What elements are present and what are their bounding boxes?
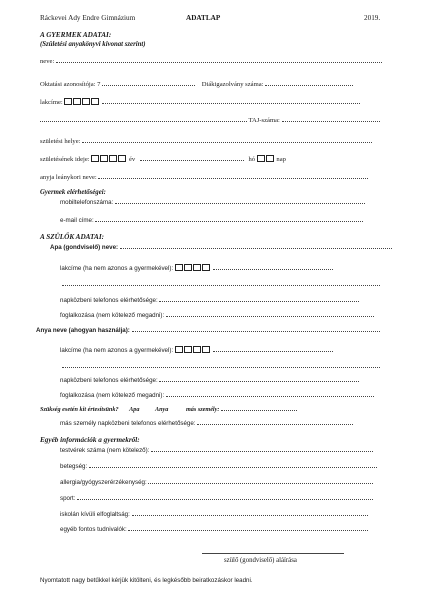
postcode-box[interactable] — [64, 98, 72, 105]
birth-year-box[interactable] — [118, 155, 126, 162]
birth-year-box[interactable] — [100, 155, 108, 162]
emergency-row — [40, 405, 297, 414]
parents-section-title: A SZÜLŐK ADATAI: — [40, 233, 105, 241]
mother-maiden-label: anyja leánykori neve: — [40, 174, 97, 181]
emergency-phone-label: más személy napközbeni telefonos elérhetősége: — [60, 420, 196, 427]
birth-year-box[interactable] — [109, 155, 117, 162]
mother-job-label: foglalkozása (nem kötelező megadni): — [60, 392, 165, 399]
emergency-option-father[interactable]: Apa — [129, 406, 140, 413]
illness-label: betegség: — [60, 463, 88, 470]
form-year: 2019. — [364, 14, 381, 22]
mother-address-row-2 — [62, 362, 380, 371]
mother-job-row — [60, 391, 374, 400]
mother-job-field[interactable] — [166, 394, 374, 397]
allergy-field[interactable] — [148, 481, 373, 484]
postcode-box[interactable] — [193, 264, 201, 271]
email-row — [60, 216, 363, 225]
postcode-box[interactable] — [202, 346, 210, 353]
father-name-field[interactable] — [120, 246, 392, 249]
mother-address-row — [60, 346, 333, 355]
postcode-box[interactable] — [91, 98, 99, 105]
child-address-field[interactable] — [102, 101, 360, 104]
father-name-label: Apa (gondviselő) neve: — [50, 244, 119, 251]
father-phone-label: napközbeni telefonos elérhetősége: — [60, 297, 158, 304]
emergency-question: Szükség esetén kit értesítsünk? — [40, 406, 119, 413]
mother-phone-label: napközbeni telefonos elérhetősége: — [60, 377, 158, 384]
father-name-row — [50, 243, 392, 252]
postcode-box[interactable] — [184, 264, 192, 271]
birthdate-label: születésének ideje: — [40, 156, 90, 163]
mother-phone-row — [60, 376, 359, 385]
contact-section-title: Gyermek elérhetőségei: — [40, 189, 106, 196]
emergency-phone-row — [60, 419, 353, 428]
mother-phone-field[interactable] — [159, 379, 359, 382]
emergency-option-other[interactable]: más személy: — [185, 406, 220, 413]
allergy-label: allergia/gyógyszerérzékenység: — [60, 479, 147, 486]
birth-month-field[interactable] — [140, 158, 244, 161]
illness-field[interactable] — [89, 465, 377, 468]
taj-label: TAJ-száma: — [248, 117, 280, 124]
sport-label: sport: — [60, 495, 76, 502]
child-ids-row — [40, 80, 353, 89]
taj-field[interactable] — [282, 119, 380, 122]
child-taj-row — [40, 116, 380, 125]
postcode-box[interactable] — [175, 346, 183, 353]
sport-row — [60, 494, 373, 503]
mobile-row — [60, 198, 365, 207]
birth-year-box[interactable] — [91, 155, 99, 162]
month-unit: hó — [248, 156, 256, 163]
sport-field[interactable] — [77, 497, 373, 500]
birthplace-row — [40, 137, 372, 146]
activities-field[interactable] — [132, 513, 368, 516]
form-title: ADATLAP — [186, 14, 221, 22]
mobile-label: mobiltelefonszáma: — [60, 199, 114, 206]
siblings-field[interactable] — [151, 449, 373, 452]
important-row — [60, 525, 368, 534]
postcode-box[interactable] — [193, 346, 201, 353]
mobile-field[interactable] — [115, 201, 365, 204]
emergency-option-mother[interactable]: Anya — [154, 406, 169, 413]
child-address-field-2[interactable] — [40, 119, 247, 122]
postcode-box[interactable] — [184, 346, 192, 353]
emergency-phone-field[interactable] — [197, 422, 353, 425]
other-info-section-title: Egyéb információk a gyermekről: — [40, 436, 140, 444]
postcode-box[interactable] — [202, 264, 210, 271]
year-unit: év — [128, 156, 136, 163]
father-phone-field[interactable] — [159, 299, 359, 302]
signature-label: szülő (gondviselő) aláírása — [224, 557, 297, 564]
father-address-row — [60, 264, 333, 273]
birthdate-row — [40, 155, 286, 164]
father-job-label: foglalkozása (nem kötelező megadni): — [60, 312, 165, 319]
child-name-label: neve: — [40, 58, 55, 65]
father-job-field[interactable] — [166, 314, 374, 317]
father-address-field[interactable] — [213, 267, 333, 270]
allergy-row — [60, 478, 373, 487]
footer-note: Nyomtatott nagy betűkkel kérjük kitölteni, és legkésőbb beiratkozáskor leadni. — [40, 577, 253, 584]
child-section-title: A GYERMEK ADATAI: — [40, 31, 112, 39]
signature-line[interactable] — [202, 553, 344, 554]
child-name-field[interactable] — [56, 60, 382, 63]
postcode-box[interactable] — [73, 98, 81, 105]
birthplace-field[interactable] — [82, 140, 372, 143]
activities-label: iskolán kívüli elfoglaltság: — [60, 511, 130, 518]
birth-day-box[interactable] — [257, 155, 265, 162]
mother-address-field[interactable] — [213, 349, 333, 352]
emergency-other-field[interactable] — [221, 408, 297, 411]
day-unit: nap — [276, 156, 286, 163]
activities-row — [60, 510, 368, 519]
mother-maiden-row — [40, 173, 368, 182]
student-card-label: Diákigazolvány száma: — [201, 81, 264, 88]
email-field[interactable] — [95, 219, 363, 222]
important-field[interactable] — [128, 528, 368, 531]
illness-row — [60, 462, 377, 471]
edu-id-label: Oktatási azonosítója: 7 — [40, 81, 101, 88]
mother-name-row — [36, 326, 380, 335]
child-address-row — [40, 98, 360, 107]
mother-address-label: lakcíme (ha nem azonos a gyermekével): — [60, 347, 174, 354]
father-address-field-2[interactable] — [62, 283, 380, 286]
father-address-row-2 — [62, 280, 380, 289]
siblings-row — [60, 446, 373, 455]
postcode-box[interactable] — [175, 264, 183, 271]
birthplace-label: születési helye: — [40, 138, 81, 145]
postcode-box[interactable] — [82, 98, 90, 105]
birth-day-box[interactable] — [266, 155, 274, 162]
siblings-label: testvérek száma (nem kötelező): — [60, 447, 150, 454]
child-name-row — [40, 57, 382, 66]
student-card-field[interactable] — [265, 83, 353, 86]
edu-id-field[interactable] — [102, 83, 195, 86]
father-address-label: lakcíme (ha nem azonos a gyermekével): — [60, 265, 174, 272]
mother-address-field-2[interactable] — [62, 365, 380, 368]
mother-name-field[interactable] — [132, 329, 380, 332]
child-section-subtitle: (Születési anyakönyvi kivonat szerint) — [40, 41, 146, 48]
father-job-row — [60, 311, 374, 320]
father-phone-row — [60, 296, 359, 305]
school-name: Ráckevei Ady Endre Gimnázium — [40, 14, 136, 22]
email-label: e-mail címe: — [60, 217, 94, 224]
mother-maiden-field[interactable] — [98, 176, 368, 179]
child-address-label: lakcíme: — [40, 99, 63, 106]
important-label: egyéb fontos tudnivalók: — [60, 526, 127, 533]
mother-name-label: Anya neve (ahogyan használja): — [36, 327, 130, 334]
